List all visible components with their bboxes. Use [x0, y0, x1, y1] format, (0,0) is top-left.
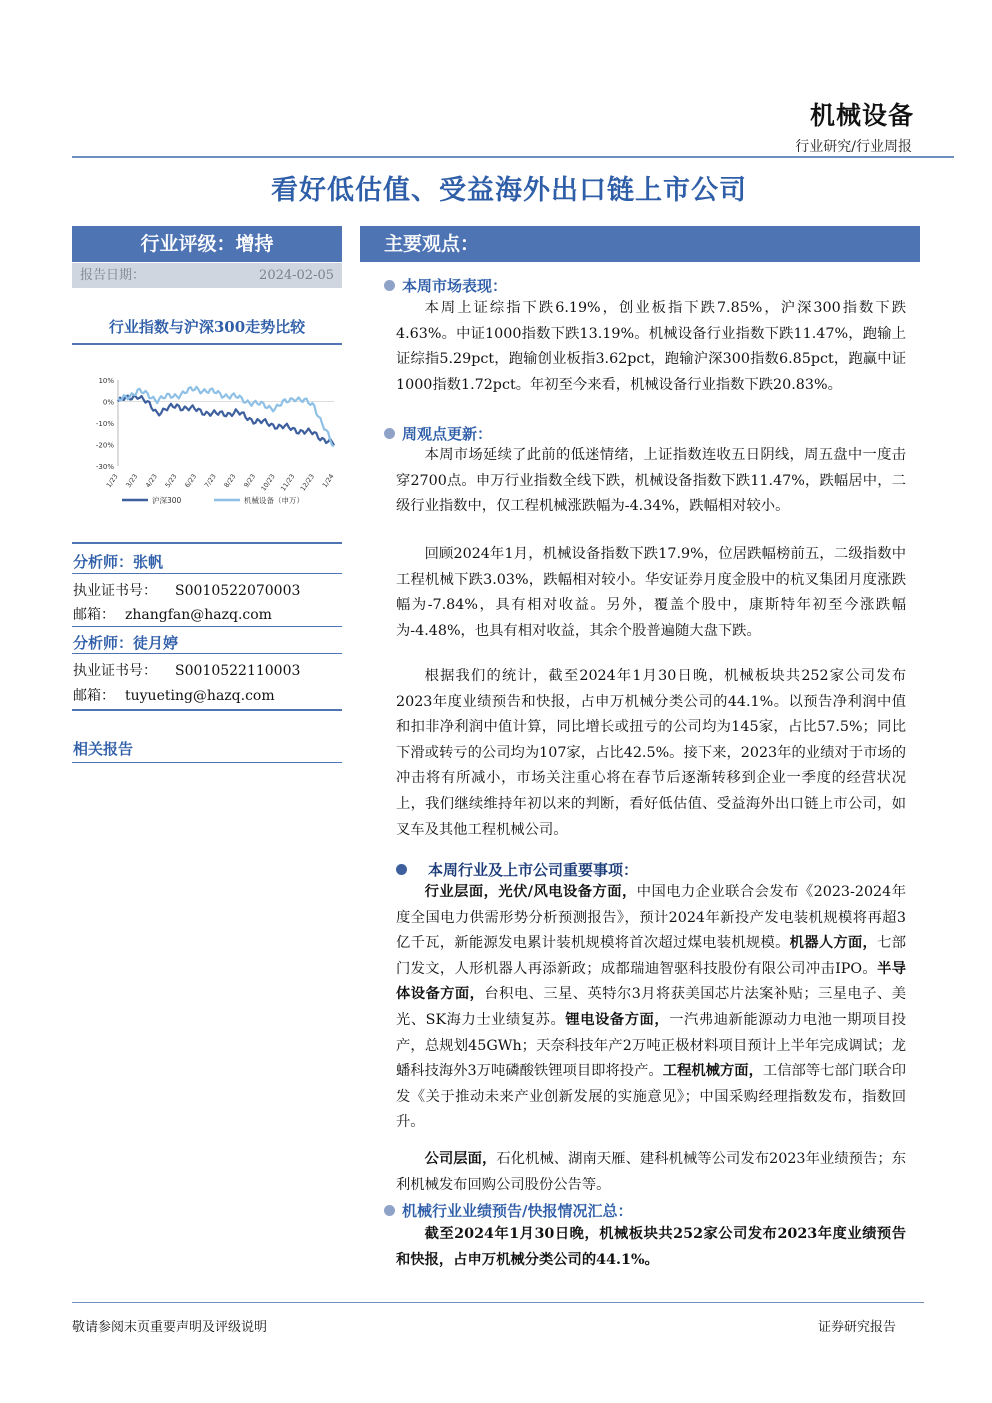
- index-comparison-chart: [72, 364, 342, 514]
- legend-label: 机械设备（申万）: [244, 496, 304, 505]
- section-earnings-title: 机械行业业绩预告/快报情况汇总：: [402, 1202, 633, 1220]
- text-run: 石化机械、湖南天雁、建科机械等公司发布2023年业绩预告；东利机械发布回购公司股份公告等。: [396, 1151, 906, 1193]
- view-para-3: 根据我们的统计，截至2024年1月30日晚，机械板块共252家公司发布2023年度业绩预告和快报，占申万机械分类公司的44.1%。以预告净利润中值和扣非净利润中值计算，同比增长或扭亏的公司均为145家，占比57.5%；同比下滑或转亏的公司均为107家，占比42.5%。接下来，2023年的业绩对于市场的冲击将有所减小，市场关注重心将在春节后逐渐转移到企业一季度的经营状况上，我们继续维持年初以来的判断，看好低估值、受益海外出口链上市公司，如叉车及其他工程机械公司。: [396, 668, 906, 838]
- bold-phrase: 工程机械方面，: [662, 1063, 763, 1080]
- y-tick-label: 10%: [98, 377, 114, 385]
- text-run: 七部门发文，人形机器人再添新政；成都瑞迪智驱科技股份有限公司冲击IPO。: [396, 935, 907, 977]
- company-events-para: [396, 1147, 906, 1198]
- analyst-2-divider-top: [72, 626, 342, 627]
- bullet-icon: [384, 428, 395, 439]
- analyst-1-cert: [73, 580, 300, 600]
- analyst-divider-top: [72, 542, 342, 544]
- bullet-icon: [384, 1205, 395, 1216]
- report-title: 看好低估值、受益海外出口链上市公司: [271, 175, 747, 206]
- x-tick-label: 1/23: [104, 472, 120, 490]
- x-tick-label: 8/23: [222, 472, 238, 490]
- x-tick-label: 4/23: [143, 472, 159, 490]
- industry-rating: 行业评级：增持: [72, 226, 342, 262]
- email-label: 邮箱：: [73, 607, 115, 623]
- industry-events-para: [396, 880, 906, 1136]
- market-performance-para: 本周上证综指下跌6.19%，创业板指下跌7.85%，沪深300指数下跌4.63%。中证1000指数下跌13.19%。机械设备行业指数下跌11.47%，跑输上证综指5.29pct，跑输创业板指3.62pct，跑输沪深300指数6.85pct，跑赢中证1000指数1.72pct。年初至今来看，机械设备行业指数下跌20.83%。: [396, 300, 906, 393]
- email-address[interactable]: tuyueting@hazq.com: [125, 688, 275, 704]
- chart-axes: [96, 377, 334, 471]
- series-line-0: [118, 396, 334, 446]
- text-run: 一汽弗迪新能源动力电池一期项目投产，总规划45GWh；天奈科技年产2万吨正极材料项目预计上半年完成调试；龙蟠科技海外3万吨磷酸铁锂项目即将投产。: [396, 1011, 907, 1080]
- email-label: 邮箱：: [73, 688, 115, 704]
- y-tick-label: 0%: [102, 398, 114, 407]
- y-tick-label: -10%: [95, 420, 114, 428]
- x-tick-label: 6/23: [183, 472, 199, 490]
- analyst-2-email: [73, 685, 275, 705]
- section-market-title: 本周市场表现：: [402, 277, 508, 295]
- chart-x-ticks: [105, 473, 336, 493]
- analyst-divider-bottom: [72, 709, 342, 711]
- cert-number: S0010522110003: [175, 663, 301, 679]
- header-divider: [72, 156, 954, 158]
- x-tick-label: 1/24: [320, 472, 336, 490]
- cert-label: 执业证书号：: [73, 583, 157, 599]
- text-run: 工信部等七部门联合印发《关于推动未来产业创新发展的实施意见》；中国采购经理指数发布，指数回升。: [396, 1063, 907, 1131]
- bold-phrase: 机器人方面，: [789, 935, 878, 952]
- report-date-label: 报告日期：: [80, 268, 146, 283]
- analyst-2-cert: [73, 660, 300, 680]
- report-date-value: 2024-02-05: [259, 268, 334, 283]
- cert-label: 执业证书号：: [73, 663, 157, 679]
- chart-legend: [122, 495, 304, 505]
- bold-phrase: 行业层面，光伏/风电设备方面，: [424, 884, 637, 900]
- report-category: 行业研究/行业周报: [795, 139, 912, 155]
- bold-phrase: 公司层面，: [424, 1151, 497, 1167]
- x-tick-label: 5/23: [163, 472, 179, 490]
- email-address[interactable]: zhangfan@hazq.com: [125, 607, 272, 623]
- key-points-heading: 主要观点：: [360, 226, 920, 262]
- sector-title: 机械设备: [809, 101, 914, 130]
- section-events-title: 本周行业及上市公司重要事项：: [428, 861, 639, 879]
- x-tick-label: 10/23: [259, 472, 277, 493]
- analyst-1-divider: [72, 573, 342, 574]
- x-tick-label: 3/23: [124, 472, 140, 490]
- footer-divider: [72, 1302, 924, 1303]
- bullet-icon: [396, 864, 407, 875]
- section-view-title: 周观点更新：: [402, 425, 493, 443]
- x-tick-label: 11/23: [279, 472, 297, 493]
- related-reports-heading: 相关报告: [73, 740, 134, 758]
- legend-label: 沪深300: [152, 496, 182, 505]
- x-tick-label: 9/23: [242, 472, 258, 490]
- disclaimer-note: 敬请参阅末页重要声明及评级说明: [72, 1320, 268, 1335]
- related-divider: [72, 762, 342, 763]
- analyst-2-name: 分析师：徒月婷: [73, 634, 179, 652]
- y-tick-label: -20%: [95, 441, 114, 450]
- chart-title: 行业指数与沪深300走势比较: [108, 318, 306, 336]
- cert-number: S0010522070003: [175, 583, 301, 599]
- bullet-icon: [384, 280, 395, 291]
- chart-series-group: [118, 387, 334, 447]
- x-tick-label: 7/23: [202, 472, 218, 490]
- text-run: 中国电力企业联合会发布《2023-2024年度全国电力供需形势分析预测报告》，预计2024年新投产发电装机规模将再超3亿千瓦，新能源发电累计装机规模将首次超过煤电装机规模。: [396, 884, 906, 952]
- chart-title-divider: [72, 343, 342, 345]
- bold-phrase: 锂电设备方面，: [565, 1011, 670, 1028]
- x-tick-label: 12/23: [298, 472, 317, 493]
- earnings-summary-para: 截至2024年1月30日晚，机械板块共252家公司发布2023年度业绩预告和快报，占申万机械分类公司的44.1%。: [396, 1226, 906, 1268]
- analyst-2-divider: [72, 653, 342, 654]
- analyst-1-email: [73, 604, 272, 624]
- analyst-1-name: 分析师：张帆: [73, 553, 164, 571]
- text-run: 台积电、三星、英特尔3月将获美国芯片法案补贴；三星电子、美光、SK海力士业绩复苏。: [396, 986, 907, 1028]
- view-para-1: 本周市场延续了此前的低迷情绪，上证指数连收五日阴线，周五盘中一度击穿2700点。申万行业指数全线下跌，机械设备指数下跌11.47%，跌幅居中，二级行业指数中，仅工程机械涨跌幅为-4.34%，跌幅相对较小。: [396, 447, 906, 515]
- view-para-2: 回顾2024年1月，机械设备指数下跌17.9%，位居跌幅榜前五，二级指数中工程机械下跌3.03%，跌幅相对较小。华安证券月度金股中的杭叉集团月度涨跌幅为-7.84%，具有相对收益。另外，覆盖个股中，康斯特年初至今涨跌幅为-4.48%，也具有相对收益，其余个股普遍随大盘下跌。: [396, 546, 906, 639]
- y-tick-label: -30%: [95, 463, 114, 471]
- report-date-row: [72, 263, 342, 288]
- report-type-label: 证券研究报告: [817, 1320, 896, 1335]
- bold-phrase: 半导体设备方面，: [396, 960, 906, 1003]
